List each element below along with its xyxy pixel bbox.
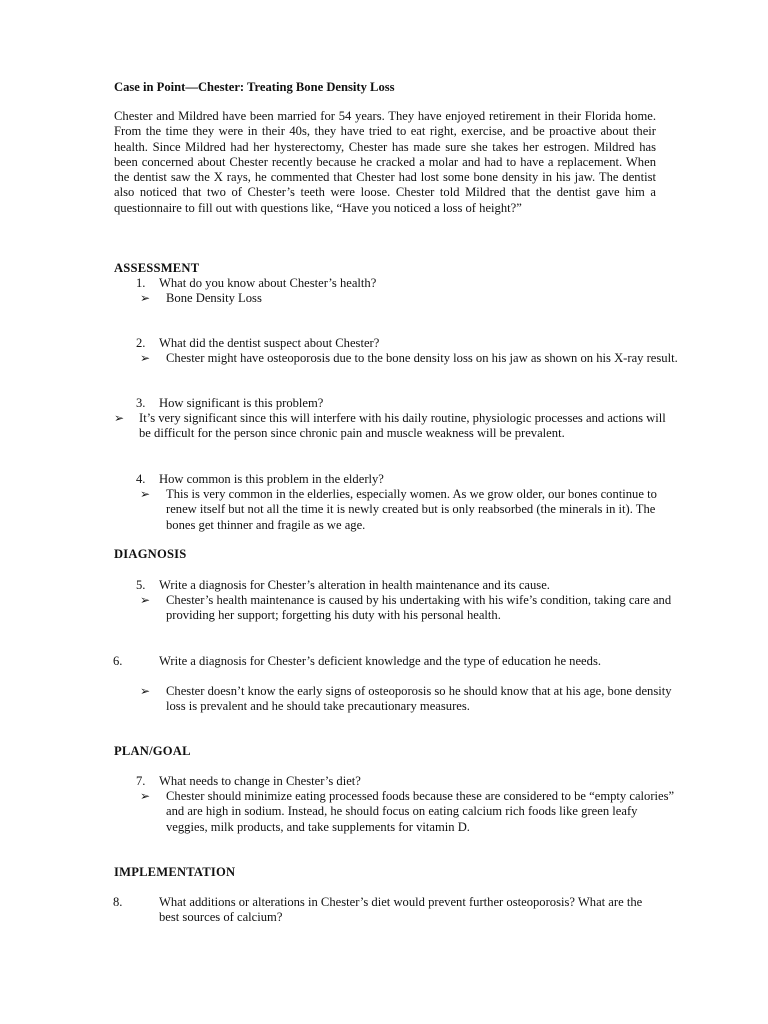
answer-5 <box>140 593 682 624</box>
question-text: Write a diagnosis for Chester’s deficient knowledge and the type of education he needs. <box>159 654 601 668</box>
arrow-bullet-icon: ➢ <box>114 411 125 425</box>
section-heading-diagnosis: DIAGNOSIS <box>114 547 187 561</box>
question-5 <box>136 578 656 593</box>
section-heading-assessment: ASSESSMENT <box>114 261 200 275</box>
question-text: What do you know about Chester’s health? <box>159 276 377 290</box>
arrow-bullet-icon: ➢ <box>140 684 151 698</box>
answer-7 <box>140 789 682 835</box>
question-8 <box>113 895 656 926</box>
question-number: 7. <box>136 774 146 788</box>
question-text: What additions or alterations in Chester’s diet would prevent further osteoporosis? What are the best sources of calcium? <box>159 895 643 925</box>
case-intro-paragraph: Chester and Mildred have been married for 54 years. They have enjoyed retirement in their Florida home. From the time they were in their 40s, they have tried to eat right, exercise, and be proactive about their health. Since Mildred had her hysterectomy, Chester has made sure she takes her estrogen. Mildred has been concerned about Chester recently because he cracked a molar and had to have a replacement. When the dentist saw the X rays, he commented that Chester had lost some bone density in his jaw. The dentist also noticed that two of Chester’s teeth were loose. Chester told Mildred that the dentist gave him a questionnaire to fill out with questions like, “Have you noticed a loss of height?” <box>114 109 656 215</box>
question-number: 3. <box>136 396 146 410</box>
answer-text: It’s very significant since this will interfere with his daily routine, physiologic processes and actions will be difficult for the person since chronic pain and muscle weakness will be prevalent. <box>139 411 666 441</box>
answer-text: This is very common in the elderlies, especially women. As we grow older, our bones continue to renew itself but not all the time it is newly created but is only reabsorbed (the minerals in it). The bones get thinner and fragile as we age. <box>166 487 657 532</box>
answer-text: Bone Density Loss <box>166 291 262 305</box>
question-number: 1. <box>136 276 146 290</box>
question-text: What needs to change in Chester’s diet? <box>159 774 361 788</box>
question-text: How significant is this problem? <box>159 396 324 410</box>
answer-text: Chester might have osteoporosis due to the bone density loss on his jaw as shown on his X-ray result. <box>166 351 678 365</box>
answer-1 <box>140 291 682 306</box>
question-number: 2. <box>136 336 146 350</box>
answer-text: Chester doesn’t know the early signs of osteoporosis so he should know that at his age, bone density loss is prevalent and he should take precautionary measures. <box>166 684 672 714</box>
arrow-bullet-icon: ➢ <box>140 789 151 803</box>
question-number: 5. <box>136 578 146 592</box>
answer-3 <box>114 411 669 442</box>
question-7 <box>136 774 656 789</box>
answer-text: Chester’s health maintenance is caused by his undertaking with his wife’s condition, taking care and providing her support; forgetting his duty with his personal health. <box>166 593 672 623</box>
document-title: Case in Point—Chester: Treating Bone Density Loss <box>114 80 395 94</box>
question-1 <box>136 276 656 291</box>
question-text: What did the dentist suspect about Chester? <box>159 336 380 350</box>
question-text: Write a diagnosis for Chester’s alteration in health maintenance and its cause. <box>159 578 550 592</box>
answer-4 <box>140 487 682 533</box>
question-number: 4. <box>136 472 146 486</box>
question-2 <box>136 336 656 351</box>
arrow-bullet-icon: ➢ <box>140 291 151 305</box>
arrow-bullet-icon: ➢ <box>140 593 151 607</box>
answer-6 <box>140 684 682 715</box>
question-3 <box>136 396 656 411</box>
answer-text: Chester should minimize eating processed foods because these are considered to be “empty calories” and are high in sodium. Instead, he should focus on eating calcium rich foods like green leafy veggies, milk products, and take supplements for vitamin D. <box>166 789 675 834</box>
section-heading-implementation: IMPLEMENTATION <box>114 865 236 879</box>
arrow-bullet-icon: ➢ <box>140 487 151 501</box>
question-4 <box>136 472 656 487</box>
arrow-bullet-icon: ➢ <box>140 351 151 365</box>
answer-2 <box>140 351 682 366</box>
question-6 <box>113 654 656 669</box>
question-number: 8. <box>113 895 123 909</box>
question-text: How common is this problem in the elderly? <box>159 472 384 486</box>
question-number: 6. <box>113 654 123 668</box>
section-heading-plan-goal: PLAN/GOAL <box>114 744 191 758</box>
